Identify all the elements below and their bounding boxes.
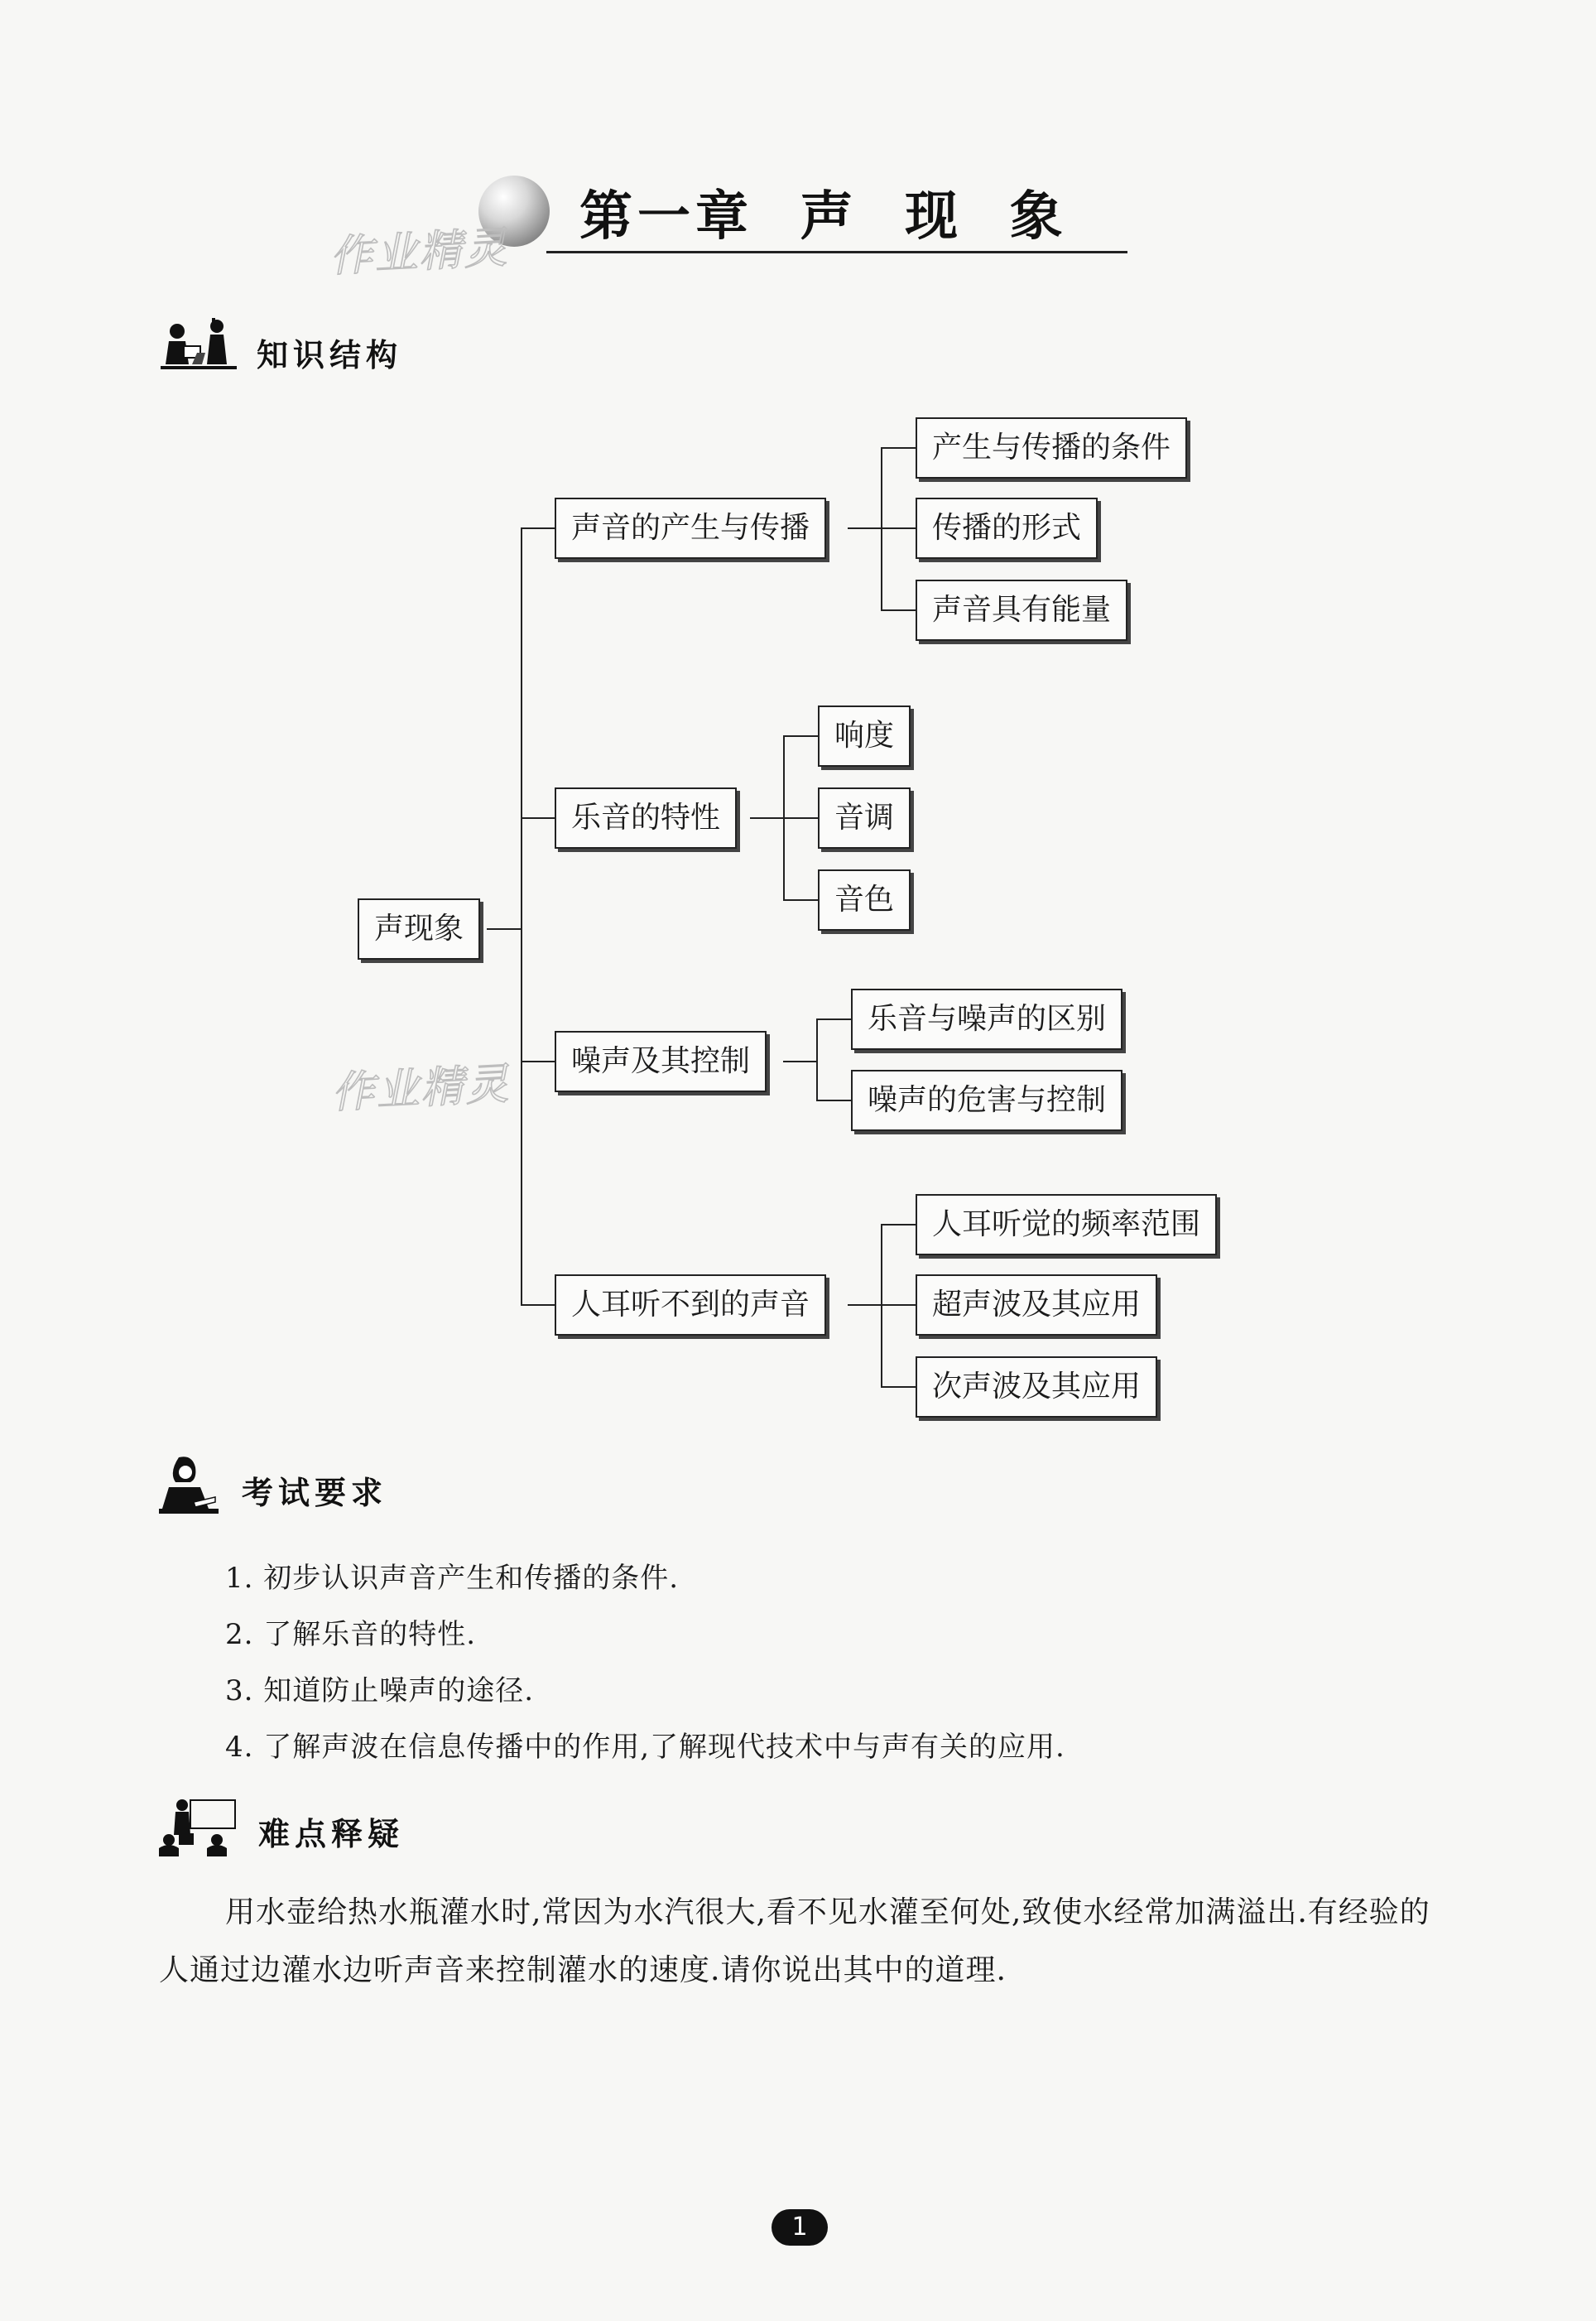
exam-requirement-item: 3. 知道防止噪声的途径. [225, 1674, 535, 1707]
exam-requirement-item: 1. 初步认识声音产生和传播的条件. [225, 1562, 680, 1595]
tree-leaf-node: 人耳听觉的频率范围 [916, 1194, 1217, 1255]
tree-leaf-node: 产生与传播的条件 [916, 417, 1187, 479]
tree-root-node: 声现象 [358, 898, 480, 960]
tree-leaf-node: 传播的形式 [916, 498, 1098, 559]
tree-branch-node: 乐音的特性 [555, 787, 737, 849]
watermark: 作业精灵 [328, 223, 510, 282]
tree-leaf-node: 音色 [818, 869, 911, 931]
exam-requirement-item: 4. 了解声波在信息传播中的作用,了解现代技术中与声有关的应用. [225, 1731, 1065, 1764]
tree-leaf-node: 声音具有能量 [916, 580, 1127, 641]
tree-branch-node: 声音的产生与传播 [555, 498, 826, 559]
tree-leaf-node: 次声波及其应用 [916, 1356, 1157, 1418]
tree-leaf-node: 响度 [818, 705, 911, 767]
difficulty-paragraph: 用水壶给热水瓶灌水时,常因为水汽很大,看不见水灌至何处,致使水经常加满溢出.有经验的人通过边灌水边听声音来控制灌水的速度.请你说出其中的道理. [159, 1895, 1430, 1987]
teacher-lecturing-icon [157, 1797, 237, 1858]
chapter-title: 第一章 声 现 象 [579, 186, 1068, 248]
watermark: 作业精灵 [329, 1059, 512, 1119]
section-title-exam: 考试要求 [242, 1475, 388, 1511]
section-title-difficulty: 难点释疑 [258, 1816, 405, 1852]
tree-leaf-node: 噪声的危害与控制 [851, 1070, 1122, 1131]
chapter-title-underline [546, 251, 1127, 253]
exam-requirement-item: 2. 了解乐音的特性. [225, 1618, 477, 1651]
tree-branch-node: 人耳听不到的声音 [555, 1274, 826, 1336]
tree-branch-node: 噪声及其控制 [555, 1031, 767, 1092]
tree-leaf-node: 音调 [818, 787, 911, 849]
tree-leaf-node: 乐音与噪声的区别 [851, 989, 1122, 1050]
scholars-reading-icon [159, 313, 238, 378]
section-title-structure: 知识结构 [257, 337, 403, 373]
person-writing-icon [157, 1454, 220, 1520]
page-number: 1 [772, 2209, 828, 2246]
tree-leaf-node: 超声波及其应用 [916, 1274, 1157, 1336]
